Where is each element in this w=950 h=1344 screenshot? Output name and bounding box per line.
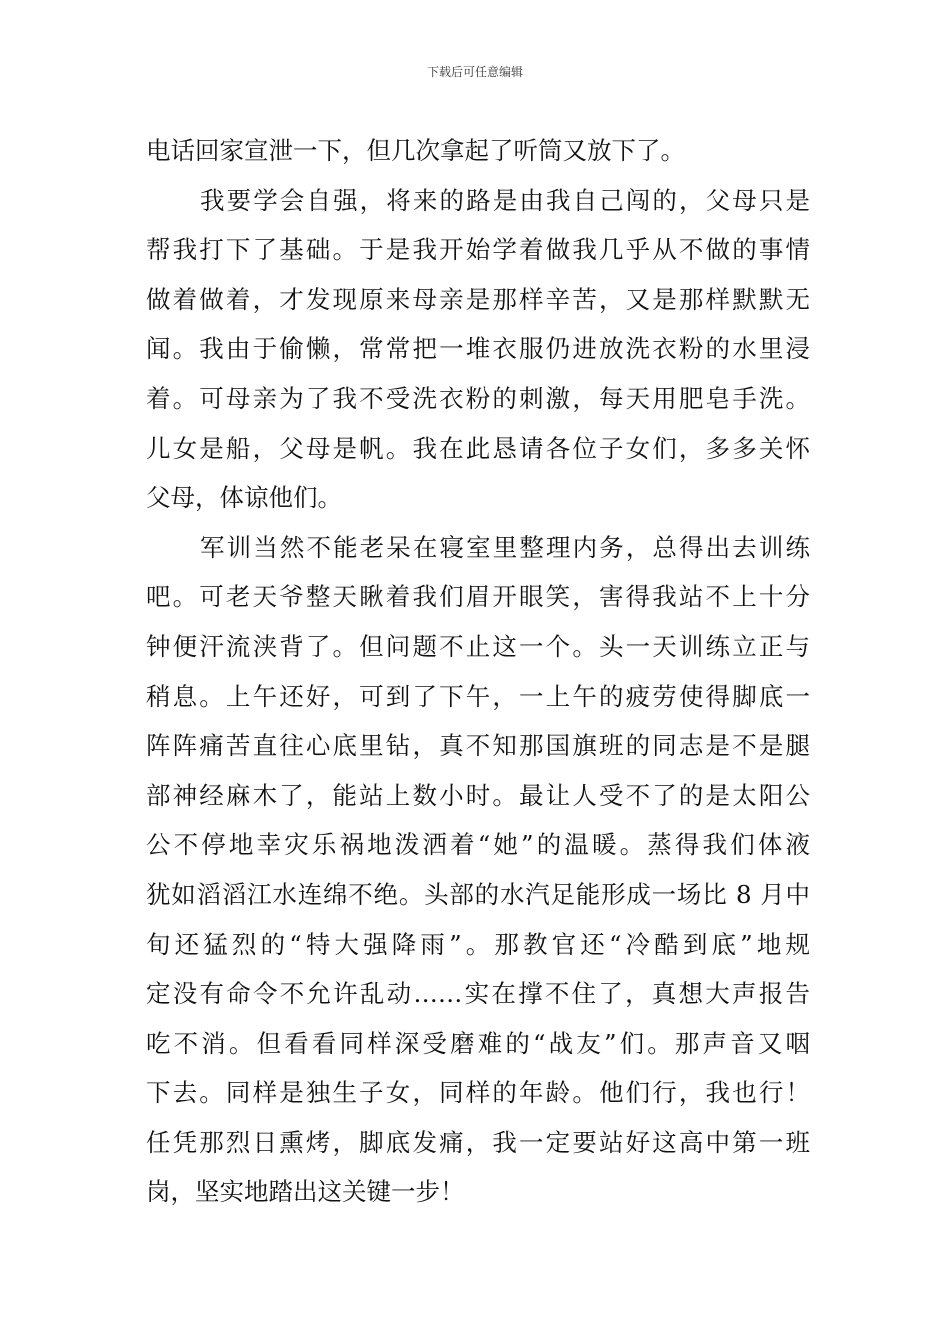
text-line: 帮我打下了基础。于是我开始学着做我几乎从不做的事情 <box>146 235 810 265</box>
document-body <box>146 126 810 1217</box>
text-line: 我要学会自强，将来的路是由我自己闯的，父母只是 <box>200 185 810 215</box>
text-line: 钟便汗流浃背了。但问题不止这一个。头一天训练立正与 <box>146 631 810 661</box>
text-line: 定没有命令不允许乱动……实在撑不住了，真想大声报告 <box>146 979 810 1009</box>
text-line: 公不停地幸灾乐祸地泼洒着“她”的温暖。蒸得我们体液 <box>146 830 810 860</box>
text-line: 闻。我由于偷懒，常常把一堆衣服仍进放洗衣粉的水里浸 <box>146 334 810 364</box>
text-line: 稍息。上午还好，可到了下午，一上午的疲劳使得脚底一 <box>146 681 810 711</box>
text-line: 军训当然不能老呆在寝室里整理内务，总得出去训练 <box>200 532 810 562</box>
text-line: 父母，体谅他们。 <box>146 483 342 513</box>
text-line: 任凭那烈日熏烤，脚底发痛，我一定要站好这高中第一班 <box>146 1127 810 1157</box>
text-line: 着。可母亲为了我不受洗衣粉的刺激，每天用肥皂手洗。 <box>146 383 810 413</box>
text-line: 阵阵痛苦直往心底里钻，真不知那国旗班的同志是不是腿 <box>146 731 810 761</box>
text-line: 做着做着，才发现原来母亲是那样辛苦，又是那样默默无 <box>146 284 810 314</box>
text-line: 犹如滔滔江水连绵不绝。头部的水汽足能形成一场比 8 月中 <box>146 879 810 909</box>
text-line: 旬还猛烈的“特大强降雨”。那教官还“冷酷到底”地规 <box>146 929 810 959</box>
text-line: 电话回家宣泄一下，但几次拿起了听筒又放下了。 <box>146 136 685 165</box>
text-line: 岗，坚实地踏出这关键一步！ <box>146 1177 465 1207</box>
text-line: 儿女是船，父母是帆。我在此恳请各位子女们，多多关怀 <box>146 433 810 463</box>
text-line: 下去。同样是独生子女，同样的年龄。他们行，我也行！ <box>146 1078 810 1108</box>
text-line: 吧。可老天爷整天瞅着我们眉开眼笑，害得我站不上十分 <box>146 582 810 612</box>
page-header: 下载后可任意编辑 <box>426 65 523 79</box>
text-line: 部神经麻木了，能站上数小时。最让人受不了的是太阳公 <box>146 780 810 810</box>
text-line: 吃不消。但看看同样深受磨难的“战友”们。那声音又咽 <box>146 1028 810 1058</box>
